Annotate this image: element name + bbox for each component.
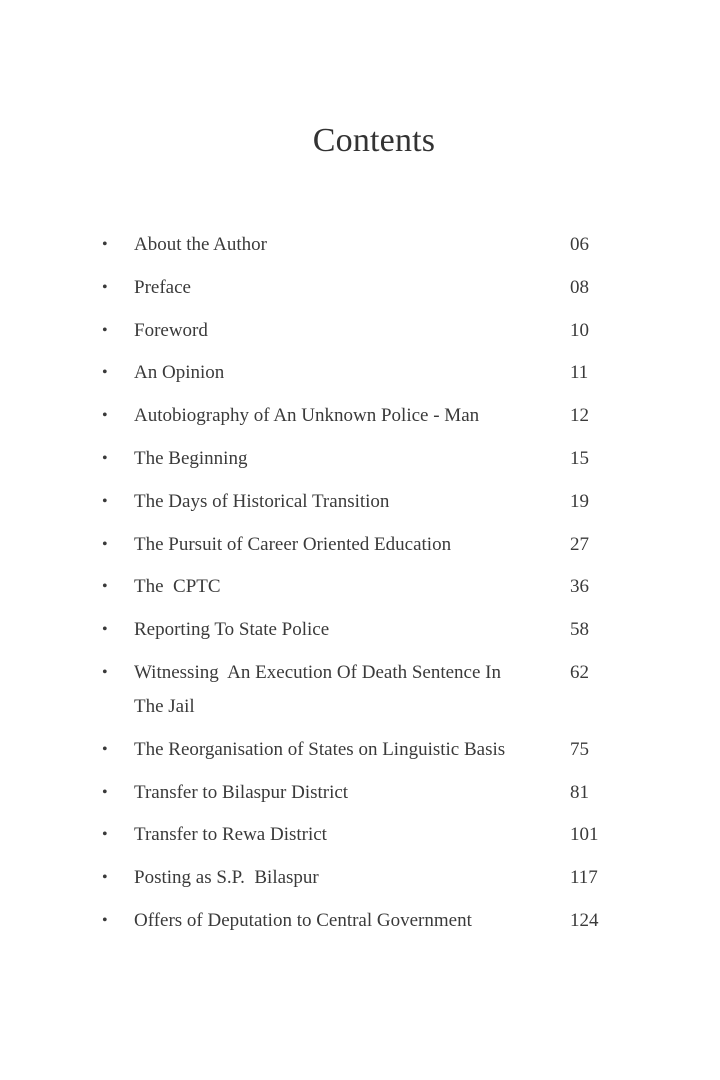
toc-entry-page: 11 [570,362,589,384]
bullet-icon: • [102,321,108,339]
bullet-icon: • [102,578,108,596]
toc-entry [0,442,720,476]
toc-entry-page: 15 [570,447,589,469]
toc-entry [0,861,720,895]
toc-entry-page: 101 [570,824,599,846]
bullet-icon: • [102,783,108,801]
toc-entry [0,528,720,562]
toc-entry-page: 62 [570,661,589,683]
toc-entry [0,570,720,604]
toc-entry-page: 19 [570,490,589,512]
toc-entry [0,485,720,519]
toc-entry [0,271,720,305]
toc-entry-page: 81 [570,781,589,803]
toc-entry [0,613,720,647]
toc-entry-page: 27 [570,533,589,555]
toc-entry-title: Witnessing An Execution Of Death Sentence In The Jail [134,661,506,717]
table-of-contents [0,228,720,947]
toc-entry [0,776,720,810]
toc-entry-title: Preface [134,276,191,298]
toc-entry [0,228,720,262]
toc-entry [0,399,720,433]
toc-entry [0,904,720,938]
toc-entry-title: Foreword [134,319,208,341]
page-title: Contents [312,122,436,159]
toc-entry-page: 124 [570,909,599,931]
toc-entry-page: 36 [570,576,589,598]
bullet-icon: • [102,278,108,296]
toc-entry-title: The Reorganisation of States on Linguistic Basis [134,738,506,760]
toc-entry-title: Posting as S.P. Bilaspur [134,867,319,889]
toc-entry-page: 12 [570,405,589,427]
toc-entry [0,733,720,767]
toc-entry-title: The CPTC [134,576,221,598]
toc-entry-title: The Beginning [134,447,248,469]
bullet-icon: • [102,535,108,553]
toc-entry-title: Transfer to Bilaspur District [134,781,349,803]
toc-entry-page: 75 [570,738,589,760]
toc-entry-page: 06 [570,234,589,255]
bullet-icon: • [102,911,108,929]
bullet-icon: • [102,449,108,467]
toc-entry [0,314,720,348]
bullet-icon: • [102,236,108,253]
bullet-icon: • [102,740,108,758]
toc-entry-title: Offers of Deputation to Central Government [134,909,472,931]
toc-entry-title: Transfer to Rewa District [134,824,327,846]
toc-entry [0,656,720,724]
toc-entry-title: Reporting To State Police [134,619,330,641]
toc-entry-title: About the Author [134,234,267,255]
toc-entry-page: 117 [570,867,598,889]
bullet-icon: • [102,407,108,425]
bullet-icon: • [102,663,108,681]
toc-entry-page: 08 [570,276,589,298]
toc-entry-page: 10 [570,319,589,341]
bullet-icon: • [102,826,108,844]
bullet-icon: • [102,621,108,639]
toc-entry [0,356,720,390]
toc-entry [0,818,720,852]
bullet-icon: • [102,869,108,887]
toc-entry-title: The Days of Historical Transition [134,490,390,512]
toc-entry-title: An Opinion [134,362,225,384]
bullet-icon: • [102,492,108,510]
toc-entry-page: 58 [570,619,589,641]
bullet-icon: • [102,364,108,382]
toc-entry-title: Autobiography of An Unknown Police - Man [134,405,480,427]
toc-entry-title: The Pursuit of Career Oriented Education [134,533,452,555]
